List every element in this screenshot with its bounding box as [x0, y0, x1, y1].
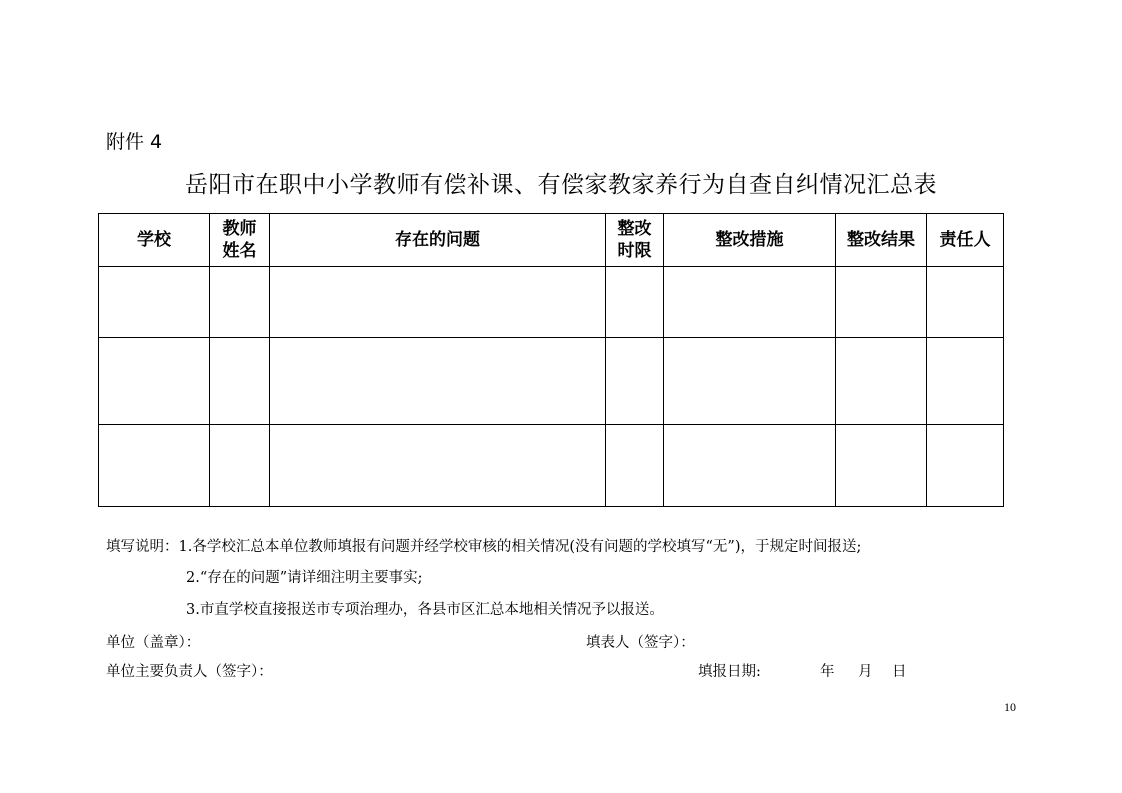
header-school: 学校 — [99, 214, 210, 267]
table-cell[interactable] — [664, 338, 836, 425]
table-row — [99, 338, 1004, 425]
filler-signature-label: 填表人（签字）： — [586, 635, 695, 651]
table-cell[interactable] — [606, 425, 664, 507]
table-cell[interactable] — [836, 267, 927, 338]
table-row — [99, 267, 1004, 338]
table-cell[interactable] — [99, 338, 210, 425]
instructions-note-2: 2.“存在的问题”请详细注明主要事实; — [186, 570, 423, 586]
header-rectification-result: 整改结果 — [836, 214, 927, 267]
table-header-row — [99, 214, 1004, 267]
fill-date-label: 填报日期: — [698, 664, 761, 680]
table-cell[interactable] — [210, 338, 270, 425]
summary-table — [98, 213, 1004, 507]
table-cell[interactable] — [927, 267, 1004, 338]
header-responsible-person: 责任人 — [927, 214, 1004, 267]
table-cell[interactable] — [836, 425, 927, 507]
table-cell[interactable] — [664, 267, 836, 338]
table-cell[interactable] — [99, 267, 210, 338]
header-teacher-name: 教师 姓名 — [210, 214, 270, 267]
table-cell[interactable] — [927, 425, 1004, 507]
table-cell[interactable] — [927, 338, 1004, 425]
header-rectification-measures: 整改措施 — [664, 214, 836, 267]
header-rectification-deadline: 整改 时限 — [606, 214, 664, 267]
unit-head-signature-label: 单位主要负责人（签字）： — [106, 664, 273, 680]
document-title: 岳阳市在职中小学教师有偿补课、有偿家教家养行为自查自纠情况汇总表 — [185, 172, 937, 198]
date-year-label: 年 — [820, 664, 835, 680]
header-existing-problems: 存在的问题 — [270, 214, 606, 267]
page-number: 10 — [1004, 700, 1016, 714]
unit-seal-label: 单位（盖章）： — [106, 635, 201, 651]
table-cell[interactable] — [664, 425, 836, 507]
table-cell[interactable] — [270, 338, 606, 425]
table-cell[interactable] — [210, 425, 270, 507]
table-cell[interactable] — [270, 425, 606, 507]
date-month-label: 月 — [858, 664, 873, 680]
instructions-note-1: 填写说明：1.各学校汇总本单位教师填报有问题并经学校审核的相关情况(没有问题的学校填写“无”)，于规定时间报送; — [106, 539, 862, 555]
table-cell[interactable] — [836, 338, 927, 425]
table-row — [99, 425, 1004, 507]
date-day-label: 日 — [892, 664, 907, 680]
table-cell[interactable] — [270, 267, 606, 338]
table-cell[interactable] — [210, 267, 270, 338]
table-cell[interactable] — [606, 267, 664, 338]
attachment-label: 附件 4 — [106, 131, 163, 153]
table-cell[interactable] — [606, 338, 664, 425]
instructions-note-3: 3.市直学校直接报送市专项治理办，各县市区汇总本地相关情况予以报送。 — [186, 602, 664, 618]
table-cell[interactable] — [99, 425, 210, 507]
